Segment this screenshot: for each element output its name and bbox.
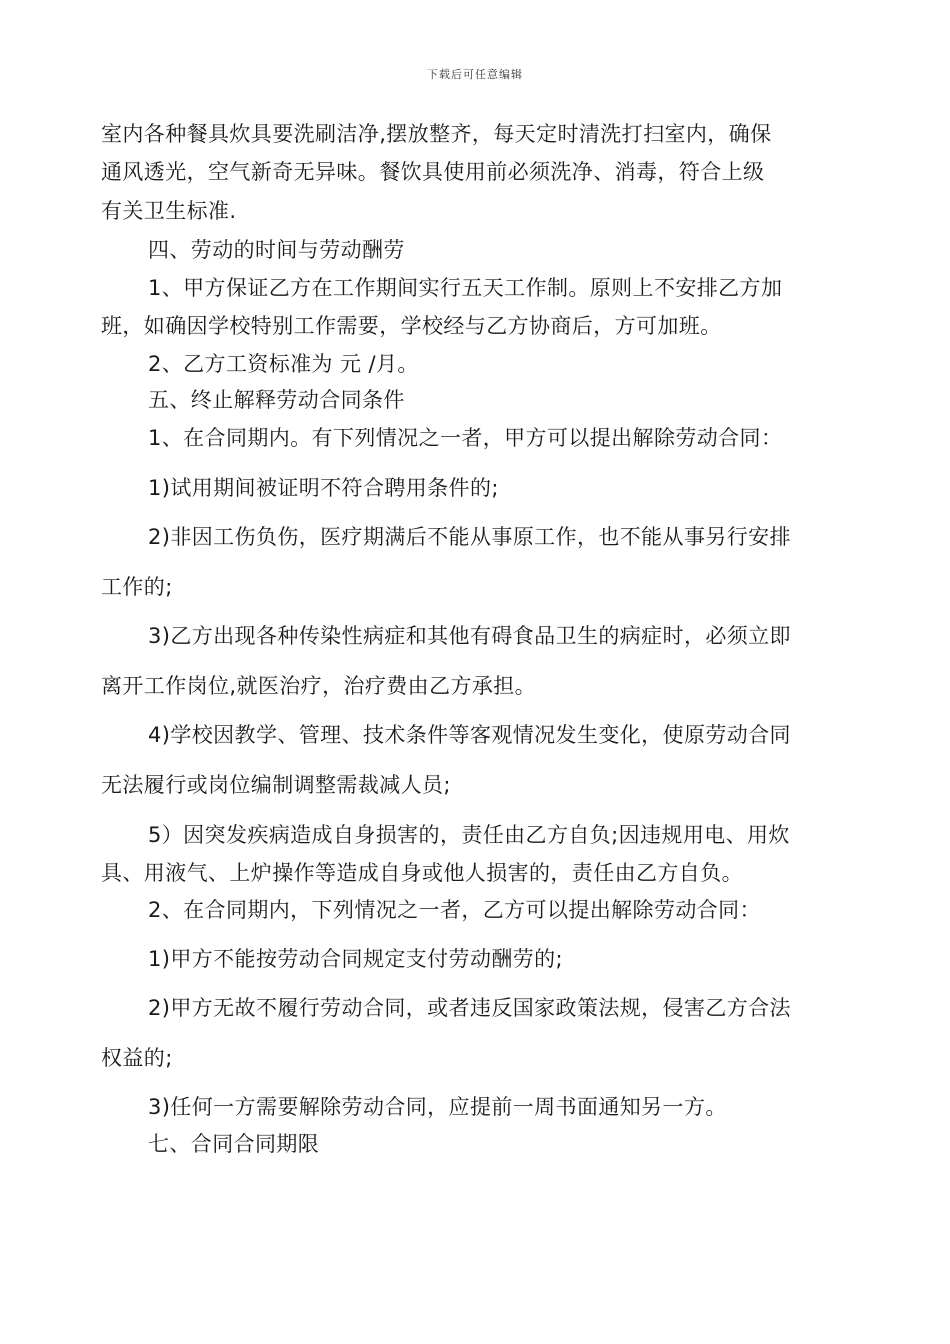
paragraph-line: 2、在合同期内，下列情况之一者，乙方可以提出解除劳动合同： [148, 898, 761, 922]
list-item-continuation: 无法履行或岗位编制调整需裁减人员; [101, 773, 451, 797]
paragraph-line: 1、在合同期内。有下列情况之一者，甲方可以提出解除劳动合同： [148, 426, 783, 450]
paragraph-line: 2、乙方工资标准为 元 /月。 [148, 352, 419, 376]
paragraph-line: 有关卫生标准. [101, 199, 237, 223]
list-item: 5）因突发疾病造成自身损害的，责任由乙方自负;因违规用电、用炊 [148, 823, 790, 847]
paragraph-line: 班，如确因学校特别工作需要，学校经与乙方协商后，方可加班。 [101, 314, 722, 338]
paragraph-line: 通风透光，空气新奇无异味。餐饮具使用前必须洗净、消毒，符合上级 [101, 160, 765, 184]
paragraph-line: 室内各种餐具炊具要洗刷洁净,摆放整齐，每天定时清洗打扫室内，确保 [101, 122, 772, 146]
list-item: 3)任何一方需要解除劳动合同，应提前一周书面通知另一方。 [148, 1095, 727, 1119]
section-heading: 五、终止解释劳动合同条件 [148, 388, 405, 412]
list-item-continuation: 工作的; [101, 575, 173, 599]
list-item: 2)甲方无故不履行劳动合同，或者违反国家政策法规，侵害乙方合法 [148, 996, 791, 1020]
list-item-continuation: 权益的; [101, 1046, 173, 1070]
list-item-continuation: 离开工作岗位,就医治疗，治疗费由乙方承担。 [101, 674, 537, 698]
list-item: 1)甲方不能按劳动合同规定支付劳动酬劳的; [148, 947, 564, 971]
list-item: 2)非因工伤负伤，医疗期满后不能从事原工作，也不能从事另行安排 [148, 525, 791, 549]
list-item: 3)乙方出现各种传染性病症和其他有碍食品卫生的病症时，必须立即 [148, 624, 791, 648]
list-item: 1)试用期间被证明不符合聘用条件的; [148, 476, 499, 500]
page-header: 下载后可任意编辑 [427, 68, 523, 81]
section-heading: 七、合同合同期限 [148, 1132, 320, 1156]
list-item: 4)学校因教学、管理、技术条件等客观情况发生变化，使原劳动合同 [148, 723, 791, 747]
section-heading: 四、劳动的时间与劳动酬劳 [148, 238, 405, 262]
list-item-continuation: 具、用液气、上炉操作等造成自身或他人损害的，责任由乙方自负。 [101, 861, 743, 885]
paragraph-line: 1、甲方保证乙方在工作期间实行五天工作制。原则上不安排乙方加 [148, 276, 783, 300]
